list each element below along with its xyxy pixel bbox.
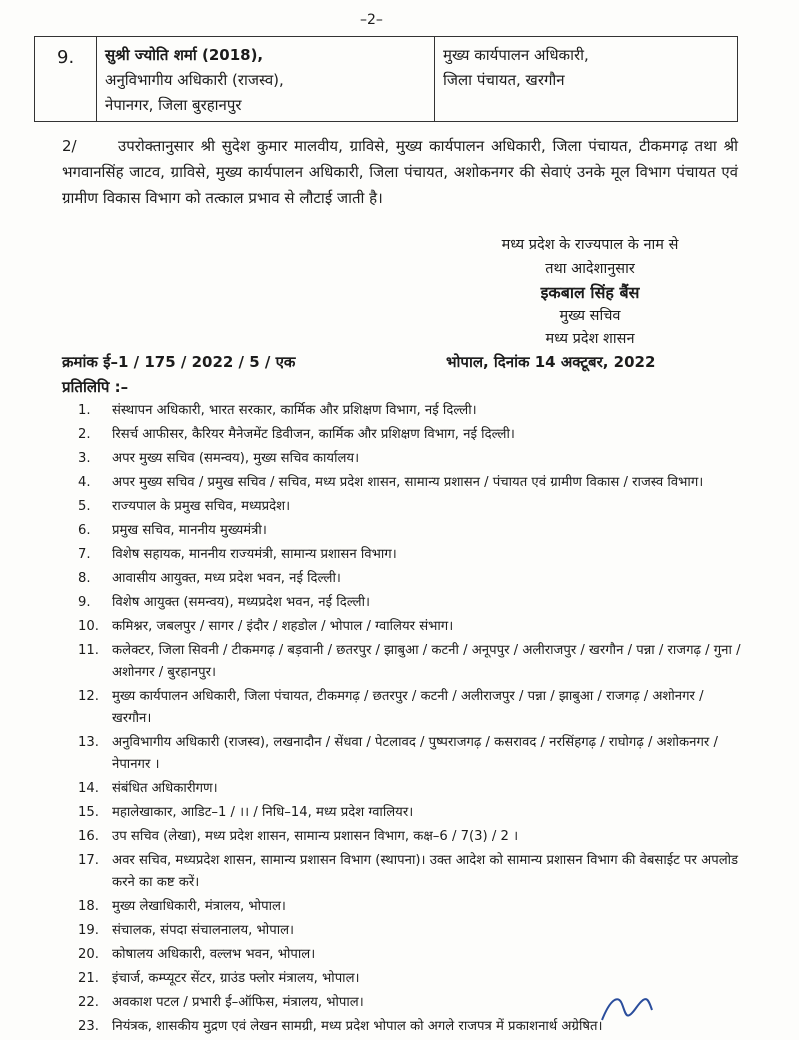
copy-list-item (78, 968, 744, 990)
copy-item-number: 19. (78, 923, 99, 938)
copy-list-item (78, 640, 744, 684)
copy-item-number: 13. (78, 735, 99, 750)
copy-item-text: उप सचिव (लेखा), मध्य प्रदेश शासन, सामान्य प्रशासन विभाग, कक्ष–6 / 7(3) / 2 । (112, 829, 519, 844)
copy-list-item (78, 850, 744, 894)
new-posting-cell (435, 37, 737, 121)
copy-list-item (78, 802, 744, 824)
copy-item-number: 1. (78, 403, 91, 418)
copy-item-number: 21. (78, 971, 99, 986)
copy-item-number: 14. (78, 781, 99, 796)
page-number: –2– (360, 12, 383, 28)
place-and-date: भोपाल, दिनांक 14 अक्टूबर, 2022 (446, 353, 656, 371)
copy-list-item (78, 472, 744, 494)
copy-item-text: कोषालय अधिकारी, वल्लभ भवन, भोपाल। (112, 947, 316, 962)
copy-list-item (78, 944, 744, 966)
signatory-designation: मुख्य सचिव (559, 308, 621, 324)
copy-item-number: 23. (78, 1019, 99, 1034)
copy-to-heading: प्रतिलिपि :– (62, 378, 129, 396)
copy-item-number: 12. (78, 689, 99, 704)
copy-item-text: अवर सचिव, मध्यप्रदेश शासन, सामान्य प्रशासन विभाग (स्थापना)। उक्त आदेश को सामान्य प्रशासन विभाग की वेबसाईट पर अपलोड करने का कष्ट करें। (112, 853, 739, 890)
copy-item-text: संचालक, संपदा संचालनालय, भोपाल। (112, 923, 295, 938)
order-paragraph (62, 133, 738, 211)
copy-list-item (78, 778, 744, 800)
copy-item-number: 7. (78, 547, 91, 562)
copy-item-number: 20. (78, 947, 99, 962)
copy-list-item (78, 920, 744, 942)
copy-item-number: 18. (78, 899, 99, 914)
posting-table-row (34, 36, 738, 122)
copy-list-item (78, 448, 744, 470)
copy-item-text: रिसर्च आफीसर, कैरियर मैनेजमेंट डिवीजन, कार्मिक और प्रशिक्षण विभाग, नई दिल्ली। (112, 427, 515, 442)
copy-item-text: मुख्य कार्यपालन अधिकारी, जिला पंचायत, टीकमगढ़ / छतरपुर / कटनी / अलीराजपुर / पन्ना / झाबुआ / राजगढ़ / अशोनगर / खरगौन। (112, 689, 704, 726)
copy-item-number: 2. (78, 427, 91, 442)
copy-item-text: इंचार्ज, कम्प्यूटर सेंटर, ग्राउंड फ्लोर मंत्रालय, भोपाल। (112, 971, 360, 986)
copy-list-item (78, 424, 744, 446)
copy-to-list (78, 400, 744, 1040)
copy-item-number: 17. (78, 853, 99, 868)
copy-list-item (78, 686, 744, 730)
copy-item-text: आवासीय आयुक्त, मध्य प्रदेश भवन, नई दिल्ली। (112, 571, 341, 586)
copy-item-text: संबंधित अधिकारीगण। (112, 781, 218, 796)
copy-item-text: नियंत्रक, शासकीय मुद्रण एवं लेखन सामग्री, मध्य प्रदेश भोपाल को अगले राजपत्र में प्रकाशनार्थ अग्रेषित। (112, 1019, 603, 1034)
copy-item-number: 5. (78, 499, 91, 514)
signatory-office: मध्य प्रदेश शासन (545, 331, 635, 347)
copy-item-text: संस्थापन अधिकारी, भारत सरकार, कार्मिक और प्रशिक्षण विभाग, नई दिल्ली। (112, 403, 477, 418)
copy-list-item (78, 592, 744, 614)
copy-item-text: राज्यपाल के प्रमुख सचिव, मध्यप्रदेश। (112, 499, 291, 514)
copy-list-item (78, 568, 744, 590)
copy-item-text: कलेक्टर, जिला सिवनी / टीकमगढ़ / बड़वानी / छतरपुर / झाबुआ / कटनी / अनूपपुर / अलीराजपुर / खरगौन / पन्ना / राजगढ़ / गुना / अशोनगर / बुरहानपुर। (112, 643, 741, 680)
copy-item-text: अपर मुख्य सचिव (समन्वय), मुख्य सचिव कार्यालय। (112, 451, 360, 466)
copy-item-number: 3. (78, 451, 91, 466)
copy-list-item (78, 732, 744, 776)
signature-authority-line1: मध्य प्रदेश के राज्यपाल के नाम से (501, 237, 679, 253)
copy-item-number: 10. (78, 619, 99, 634)
new-posting-place: जिला पंचायत, खरगौन (443, 71, 565, 89)
copy-item-text: अवकाश पटल / प्रभारी ई–ऑफिस, मंत्रालय, भोपाल। (112, 995, 364, 1010)
copy-item-number: 22. (78, 995, 99, 1010)
signatory-name: इकबाल सिंह बैंस (540, 283, 640, 302)
copy-item-text: महालेखाकार, आडिट–1 / ।। / निधि–14, मध्य प्रदेश ग्वालियर। (112, 805, 414, 820)
copy-item-text: विशेष आयुक्त (समन्वय), मध्यप्रदेश भवन, नई दिल्ली। (112, 595, 370, 610)
row-number: 9. (35, 37, 97, 121)
copy-list-item (78, 826, 744, 848)
copy-item-number: 8. (78, 571, 91, 586)
officer-name: सुश्री ज्योति शर्मा (2018), (105, 46, 264, 64)
signature-mark-icon (596, 990, 656, 1024)
copy-item-number: 6. (78, 523, 91, 538)
copy-item-number: 15. (78, 805, 99, 820)
copy-list-item (78, 544, 744, 566)
signature-authority-line2: तथा आदेशानुसार (545, 261, 635, 277)
officer-designation: अनुविभागीय अधिकारी (राजस्व), (105, 71, 284, 89)
paragraph-marker: 2/ (62, 137, 77, 155)
copy-item-text: अपर मुख्य सचिव / प्रमुख सचिव / सचिव, मध्य प्रदेश शासन, सामान्य प्रशासन / पंचायत एवं ग्रामीण विकास / राजस्व विभाग। (112, 475, 704, 490)
copy-item-text: प्रमुख सचिव, माननीय मुख्यमंत्री। (112, 523, 267, 538)
copy-item-text: अनुविभागीय अधिकारी (राजस्व), लखनादौन / सेंधवा / पेटलावद / पुष्पराजगढ़ / कसरावद / नरसिंहगढ़ / राघोगढ़ / अशोकनगर / नेपानगर । (112, 735, 718, 772)
copy-item-text: कमिश्नर, जबलपुर / सागर / इंदौर / शहडोल / भोपाल / ग्वालियर संभाग। (112, 619, 454, 634)
new-posting-title: मुख्य कार्यपालन अधिकारी, (443, 46, 589, 64)
officer-cell (97, 37, 435, 121)
officer-location: नेपानगर, जिला बुरहानपुर (105, 96, 242, 114)
order-reference-number: क्रमांक ई–1 / 175 / 2022 / 5 / एक (62, 353, 296, 371)
copy-list-item (78, 616, 744, 638)
copy-item-text: विशेष सहायक, माननीय राज्यमंत्री, सामान्य प्रशासन विभाग। (112, 547, 397, 562)
copy-item-number: 9. (78, 595, 91, 610)
copy-item-number: 11. (78, 643, 99, 658)
copy-list-item (78, 496, 744, 518)
copy-list-item (78, 400, 744, 422)
copy-item-number: 16. (78, 829, 99, 844)
paragraph-text: उपरोक्तानुसार श्री सुदेश कुमार मालवीय, ग्राविसे, मुख्य कार्यपालन अधिकारी, जिला पंचायत, टीकमगढ़ तथा श्री भगवानसिंह जाटव, ग्राविसे, मुख्य कार्यपालन अधिकारी, जिला पंचायत, अशोकनगर की सेवाएं उनके मूल विभाग पंचायत एवं ग्रामीण विकास विभाग को तत्काल प्रभाव से लौटाई जाती है। (62, 137, 738, 207)
copy-item-text: मुख्य लेखाधिकारी, मंत्रालय, भोपाल। (112, 899, 286, 914)
copy-list-item (78, 520, 744, 542)
copy-item-number: 4. (78, 475, 91, 490)
copy-list-item (78, 896, 744, 918)
